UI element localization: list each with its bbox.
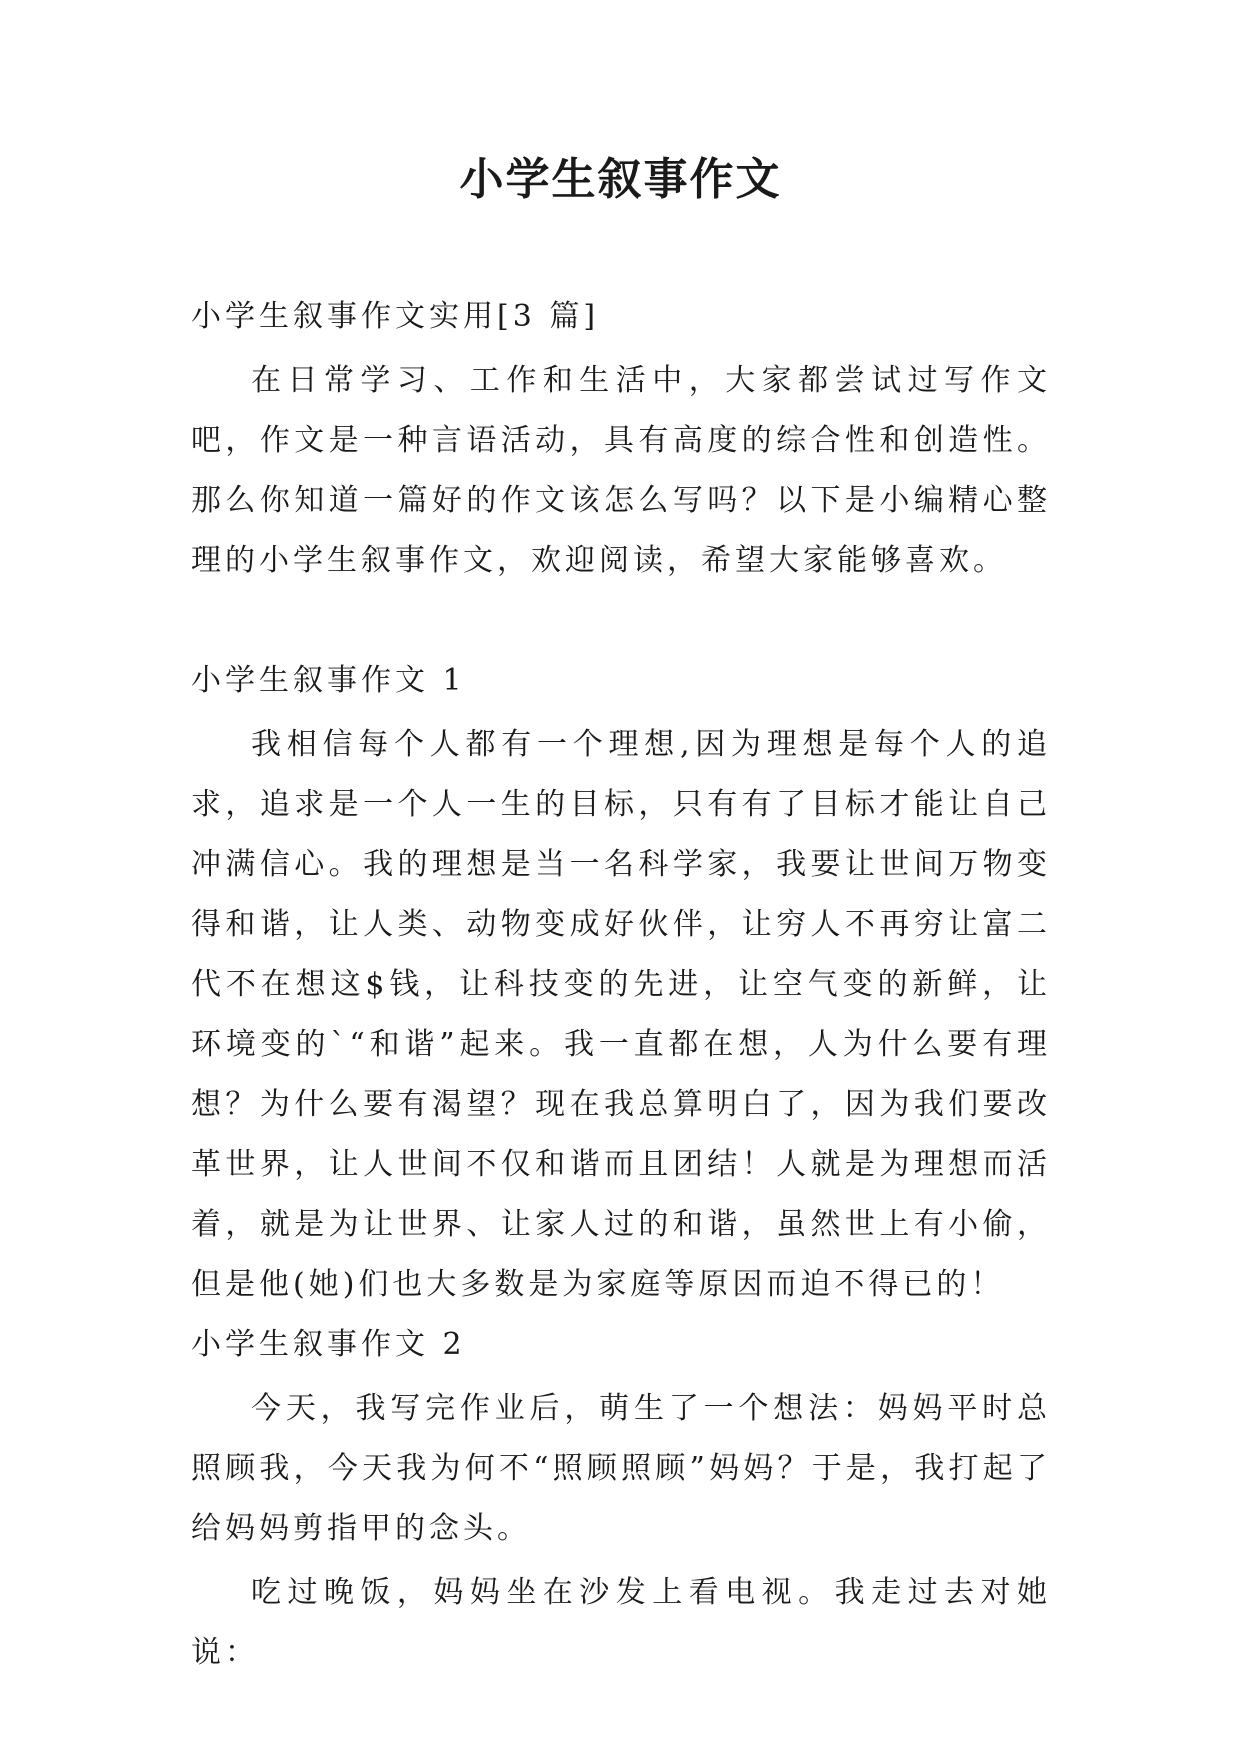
section-2-paragraph-2: 吃过晚饭，妈妈坐在沙发上看电视。我走过去对她说： xyxy=(191,1575,1051,1670)
page-title: 小学生叙事作文 xyxy=(459,154,782,205)
section-1-paragraph-1: 我相信每个人都有一个理想,因为理想是每个人的追求，追求是一个人一生的目标，只有有了目标才能让自己冲满信心。我的理想是当一名科学家，我要让世间万物变得和谐，让人类、动物变成好伙伴，让穷人不再穷让富二代不在想这$钱，让科技变的先进，让空气变的新鲜，让环境变的`“和谐”起来。我一直都在想，人为什么要有理想？为什么要有渴望？现在我总算明白了，因为我们要改革世界，让人世间不仅和谐而且团结！人就是为理想而活着，就是为让世界、让家人过的和谐，虽然世上有小偷，但是他(她)们也大多数是为家庭等原因而迫不得已的！ xyxy=(191,727,1051,1302)
intro-heading: 小学生叙事作文实用[3 篇] xyxy=(191,299,600,334)
document-body xyxy=(191,287,1051,1683)
intro-paragraph: 在日常学习、工作和生活中，大家都尝试过写作文吧，作文是一种言语活动，具有高度的综合性和创造性。那么你知道一篇好的作文该怎么写吗？以下是小编精心整理的小学生叙事作文，欢迎阅读，希望大家能够喜欢。 xyxy=(191,363,1051,578)
spacer xyxy=(191,591,1051,651)
section-heading-1: 小学生叙事作文 1 xyxy=(191,663,466,698)
section-2-paragraph-1: 今天，我写完作业后，萌生了一个想法：妈妈平时总照顾我，今天我为何不“照顾照顾”妈妈？于是，我打起了给妈妈剪指甲的念头。 xyxy=(191,1391,1051,1546)
section-heading-2: 小学生叙事作文 2 xyxy=(191,1327,466,1362)
